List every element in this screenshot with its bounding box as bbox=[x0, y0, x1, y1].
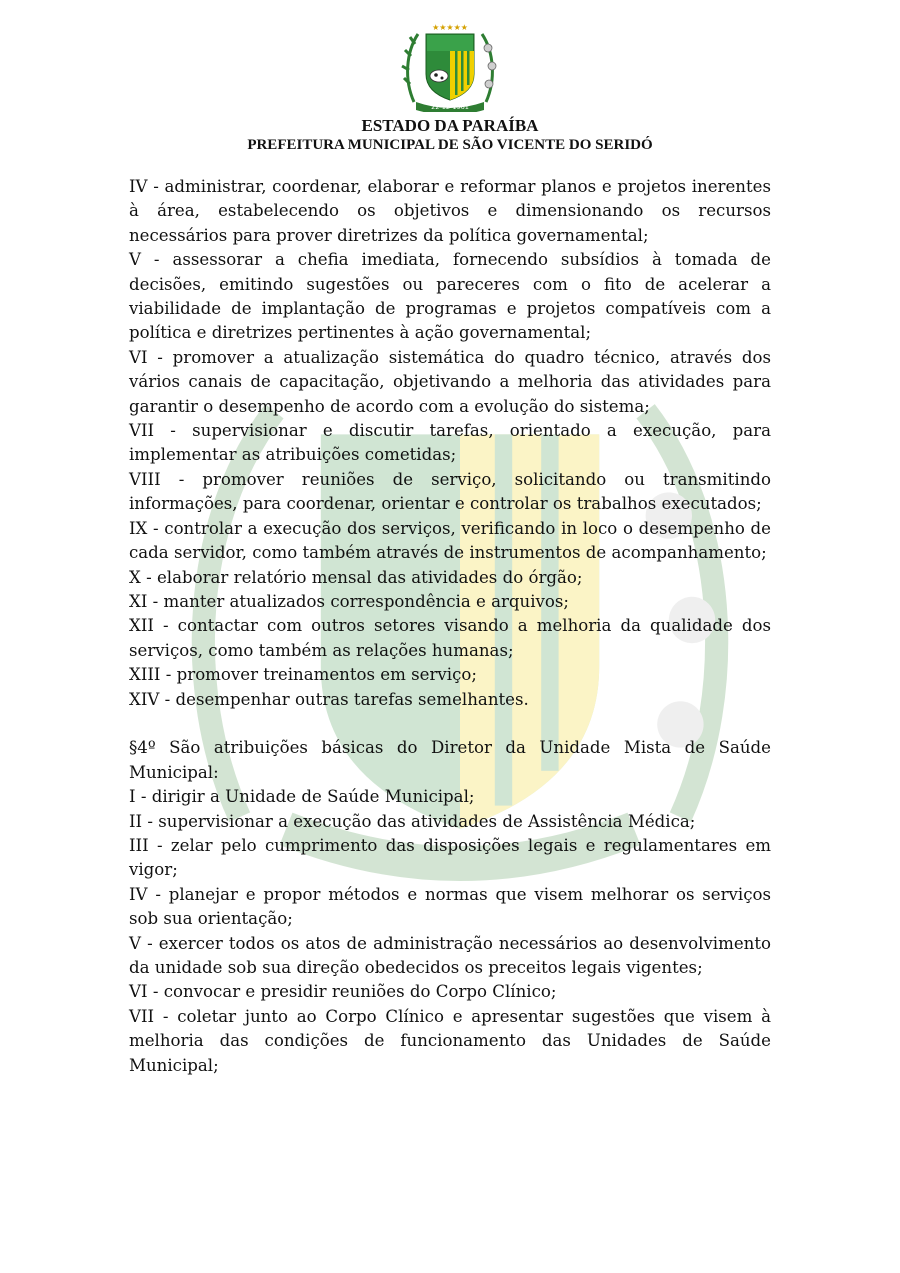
director-clause-vi: VI - convocar e presidir reuniões do Corpo Clínico; bbox=[129, 982, 557, 1002]
document-body bbox=[129, 175, 771, 1078]
clause-viii: VIII - promover reuniões de serviço, solicitando ou transmitindo informações, para coordenar, orientar e controlar os trabalhos executados; bbox=[129, 469, 771, 514]
clause-vi: VI - promover a atualização sistemática do quadro técnico, através dos vários canais de capacitação, objetivando a melhoria das atividades para garantir o desempenho de acordo com a evolução do sistema; bbox=[129, 347, 771, 416]
clause-x: X - elaborar relatório mensal das atividades do órgão; bbox=[129, 567, 583, 587]
state-name: ESTADO DA PARAÍBA bbox=[361, 116, 539, 135]
svg-text:★★★★★: ★★★★★ bbox=[432, 23, 468, 32]
director-clause-i: I - dirigir a Unidade de Saúde Municipal; bbox=[129, 787, 475, 807]
director-clause-vii: VII - coletar junto ao Corpo Clínico e apresentar sugestões que visem à melhoria das condições de funcionamento das Unidades de Saúde Municipal; bbox=[129, 1006, 771, 1075]
clause-xii: XII - contactar com outros setores visando a melhoria da qualidade dos serviços, como também as relações humanas; bbox=[129, 616, 771, 660]
clause-iv: IV - administrar, coordenar, elaborar e reformar planos e projetos inerentes à área, estabelecendo os objetivos e dimensionando os recursos necessários para prover diretrizes da política governamental; bbox=[129, 177, 771, 245]
paragraph-spacer bbox=[129, 712, 771, 736]
section-4-heading: §4º São atribuições básicas do Diretor da Unidade Mista de Saúde Municipal: bbox=[129, 738, 771, 782]
crest-date: 22-12-1961 bbox=[431, 103, 469, 111]
clause-xi: XI - manter atualizados correspondência e arquivos; bbox=[129, 591, 570, 611]
director-clause-ii: II - supervisionar a execução das atividades de Assistência Médica; bbox=[129, 811, 696, 831]
clause-v: V - assessorar a chefia imediata, fornecendo subsídios à tomada de decisões, emitindo sugestões ou pareceres com o fito de acelerar a viabilidade de implantação de programas e projetos compatíveis com a política e diretrizes pertinentes à ação governamental; bbox=[129, 250, 771, 343]
prefeitura-name: PREFEITURA MUNICIPAL DE SÃO VICENTE DO SERIDÓ bbox=[247, 137, 653, 153]
director-clause-iv: IV - planejar e propor métodos e normas que visem melhorar os serviços sob sua orientação; bbox=[129, 884, 771, 929]
document-header bbox=[0, 20, 900, 154]
municipal-coat-of-arms bbox=[400, 20, 500, 112]
clause-xiii: XIII - promover treinamentos em serviço; bbox=[129, 665, 477, 685]
clause-vii: VII - supervisionar e discutir tarefas, orientado a execução, para implementar as atribuições cometidas; bbox=[129, 421, 771, 465]
director-clause-iii: III - zelar pelo cumprimento das disposições legais e regulamentares em vigor; bbox=[129, 835, 771, 880]
clause-ix: IX - controlar a execução dos serviços, verificando in loco o desempenho de cada servidor, como também através de instrumentos de acompanhamento; bbox=[129, 518, 771, 563]
clause-xiv: XIV - desempenhar outras tarefas semelhantes. bbox=[129, 689, 529, 709]
director-clause-v: V - exercer todos os atos de administração necessários ao desenvolvimento da unidade sob sua direção obedecidos os preceitos legais vigentes; bbox=[129, 933, 771, 977]
